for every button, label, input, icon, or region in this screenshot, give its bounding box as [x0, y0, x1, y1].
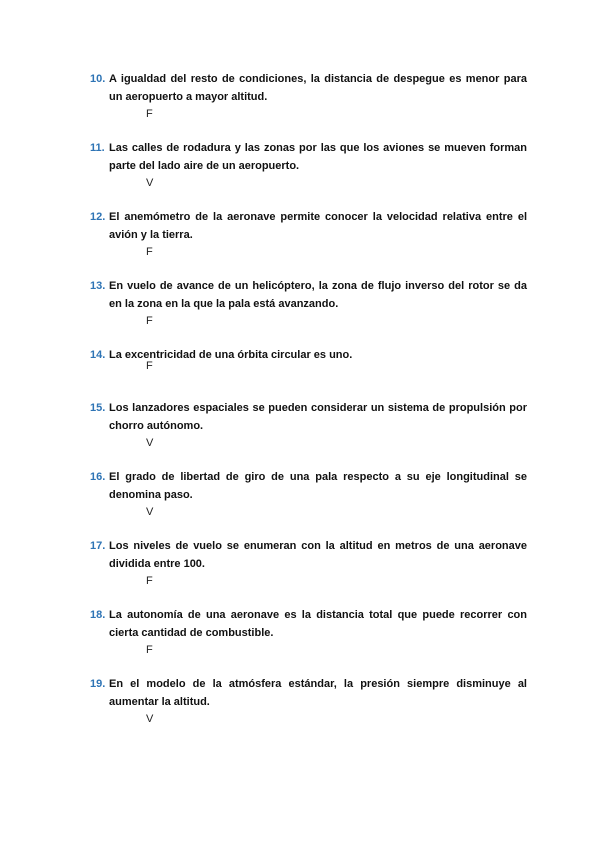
question-answer: V [146, 437, 154, 449]
question-number: 15. [90, 402, 106, 414]
question-text: En vuelo de avance de un helicóptero, la zona de flujo inverso del rotor se da en la zona en la que la pala está avanzando. [109, 280, 527, 310]
question-text: Las calles de rodadura y las zonas por las que los aviones se mueven forman parte del lado aire de un aeropuerto. [109, 142, 527, 172]
question-list [90, 71, 527, 745]
question-item [90, 140, 527, 209]
question-number: 13. [90, 280, 106, 292]
question-number: 12. [90, 211, 106, 223]
question-item [90, 71, 527, 140]
question-text: Los niveles de vuelo se enumeran con la altitud en metros de una aeronave dividida entre 100. [109, 540, 527, 570]
question-answer: V [146, 177, 154, 189]
question-answer: F [146, 246, 153, 258]
question-item [90, 469, 527, 538]
question-answer: V [146, 713, 154, 725]
question-answer: F [146, 575, 153, 587]
question-number: 17. [90, 540, 106, 552]
question-text: A igualdad del resto de condiciones, la distancia de despegue es menor para un aeropuerto a mayor altitud. [109, 73, 527, 103]
question-number: 11. [90, 142, 105, 154]
question-answer: F [146, 108, 153, 120]
question-item [90, 538, 527, 607]
question-item [90, 400, 527, 469]
question-answer: V [146, 506, 154, 518]
question-text: El grado de libertad de giro de una pala respecto a su eje longitudinal se denomina paso. [109, 471, 527, 501]
question-text: El anemómetro de la aeronave permite conocer la velocidad relativa entre el avión y la tierra. [109, 211, 527, 241]
question-number: 18. [90, 609, 106, 621]
question-number: 10. [90, 73, 106, 85]
question-text: Los lanzadores espaciales se pueden considerar un sistema de propulsión por chorro autónomo. [109, 402, 527, 432]
question-item [90, 607, 527, 676]
question-item [90, 278, 527, 347]
question-number: 19. [90, 678, 106, 690]
question-answer: F [146, 315, 153, 327]
question-item [90, 209, 527, 278]
question-answer: F [146, 644, 153, 656]
question-text: En el modelo de la atmósfera estándar, la presión siempre disminuye al aumentar la altitud. [109, 678, 527, 708]
question-text: La autonomía de una aeronave es la distancia total que puede recorrer con cierta cantidad de combustible. [109, 609, 527, 639]
question-answer: F [146, 360, 153, 372]
question-number: 16. [90, 471, 106, 483]
question-text: La excentricidad de una órbita circular es uno. [109, 349, 353, 361]
question-item [90, 347, 527, 400]
question-number: 14. [90, 349, 106, 361]
question-item [90, 676, 527, 745]
